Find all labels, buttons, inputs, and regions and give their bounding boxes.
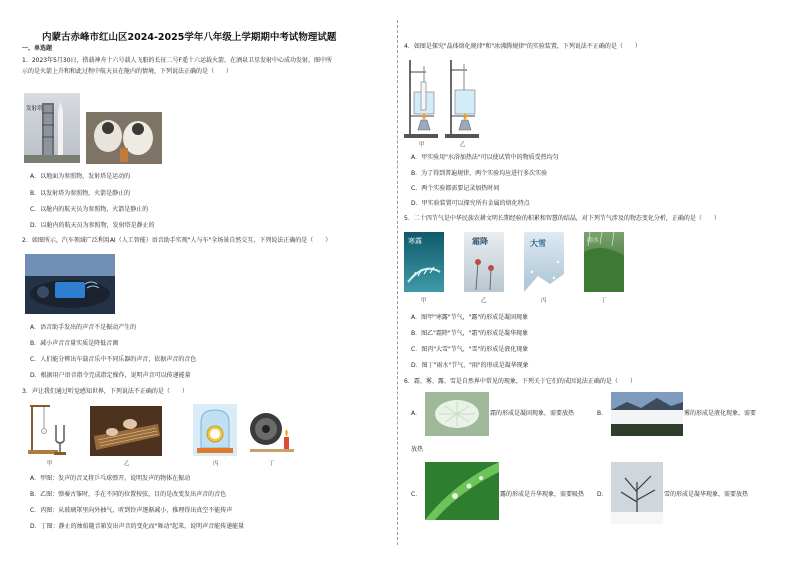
- q4-option-c: C．两个实验都需要记录加热时间: [411, 185, 500, 192]
- q5-option-d: D．图丁"雨水"节气，"雨"的形成是凝华现象: [411, 362, 529, 369]
- q3-stem: 3．声让我们通过听觉感知世界，下列说法不正确的是（ ）: [22, 388, 188, 395]
- q6-option-b-letter: B．: [597, 410, 608, 417]
- poster-daxue-text: 大雪: [530, 239, 546, 248]
- q6-option-d-letter: D．: [597, 491, 608, 498]
- q3-option-b: B．乙图：弹奏古筝时，手在不同的位置按弦，目的是改变发出声音的音色: [30, 491, 227, 498]
- dew-photo: [425, 462, 499, 520]
- frost-photo: [425, 392, 489, 436]
- q3-option-c: C．丙图：从玻璃罩里向外抽气，听到铃声逐渐减小，推理得出真空不能传声: [30, 507, 233, 514]
- q6-stem: 6．霜、雾、露、雪是自然界中常见的现象，下列关于它们的成因说法正确的是（ ）: [404, 378, 636, 385]
- column-divider: [397, 20, 398, 545]
- q6-option-a-text: 霜的形成是凝固现象，需要放热: [490, 410, 575, 417]
- q2-option-b: B．减小声音音量实质是降低音调: [30, 340, 119, 347]
- q2-stem: 2．如图所示，汽车领域广泛利用AI（人工智能）语音助手实现"人与车"全场景自然交互，下列说法正确的是（ ）: [22, 237, 332, 244]
- q6-option-b-text: 雾的形成是液化现象，需要: [684, 410, 757, 417]
- q5-stem: 5．二十四节气是中华民族农耕文明长期经验的积累和智慧的结晶，对下列节气涉及的物态变化分析，正确的是（ ）: [404, 215, 720, 222]
- q6-option-a-letter: A．: [411, 410, 422, 417]
- q5-label-bing: 丙: [541, 298, 547, 304]
- q4-label-yi: 乙: [460, 142, 466, 148]
- bell-jar-photo: [193, 404, 237, 456]
- q5-label-ding: 丁: [601, 298, 607, 304]
- q1-option-b: B．以发射塔为参照物，火箭是静止的: [30, 190, 131, 197]
- q1-stem-line1: 1．2023年5月30日，搭载神舟十六号载人飞船的长征二号F遥十六运载火箭，在酒泉卫星发射中心成功发射。图中所: [22, 57, 332, 64]
- section-heading: 一、单选题: [22, 45, 53, 52]
- boiling-apparatus-diagram: [445, 58, 481, 140]
- guzheng-photo: [90, 406, 162, 456]
- q6-option-c-letter: C．: [411, 491, 422, 498]
- q4-stem: 4．如图是探究"晶体熔化规律"和"冰沸腾规律"的实验装置，下列说法不正确的是（ ）: [404, 43, 641, 50]
- melting-apparatus-diagram: [404, 58, 440, 140]
- q5-label-yi: 乙: [481, 298, 487, 304]
- tuning-fork-diagram: [26, 401, 78, 456]
- rocket-launch-photo: [24, 93, 80, 163]
- q3-label-ding: 丁: [269, 461, 275, 467]
- q2-option-c: C．人们能分辨出车载音乐中不同乐器的声音，依据声音的音色: [30, 356, 197, 363]
- q4-option-d: D．甲实验装置可以探究所有金属的熔化特点: [411, 200, 530, 207]
- fog-photo: [611, 392, 683, 436]
- snow-photo: [611, 462, 663, 524]
- q6-option-d-text: 雪的形成是凝华现象，需要放热: [664, 491, 749, 498]
- poster-hanlu-text: 寒露: [408, 237, 422, 245]
- poster-yushui-text: 雨水: [587, 237, 600, 244]
- page-title: 内蒙古赤峰市红山区2024-2025学年八年级上学期期中考试物理试题: [42, 32, 337, 43]
- q3-option-a: A．甲图：发声的音叉将乒乓球弹开，说明发声的物体在振动: [30, 475, 191, 482]
- q1-stem-line2: 示的是火箭上升和和此过程中航天员在舱内的情境，下列说法正确的是（ ）: [22, 68, 233, 75]
- q6-option-b-wrap: 放热: [411, 446, 424, 453]
- q4-option-b: B．为了得到普遍规律，两个实验均应进行多次实验: [411, 170, 548, 177]
- car-voice-assistant-photo: [25, 254, 115, 314]
- q1-option-a: A．以地面为参照物，发射塔是运动的: [30, 173, 131, 180]
- poster-daxue: [524, 232, 564, 292]
- poster-hanlu: [404, 232, 444, 292]
- poster-shuangjiang-text: 霜降: [472, 237, 488, 246]
- q5-option-b: B．图乙"霜降"节气，"霜"的形成是凝华现象: [411, 330, 529, 337]
- q2-option-a: A．语音助手发出的声音不是振动产生的: [30, 324, 137, 331]
- q5-option-a: A．图甲"寒露"节气，"露"的形成是凝固现象: [411, 314, 529, 321]
- q3-label-yi: 乙: [124, 461, 130, 467]
- q3-label-bing: 丙: [213, 461, 219, 467]
- q1-option-d: D．以舱内的航天员为参照物，发射塔是静止的: [30, 222, 155, 229]
- q4-option-a: A．甲实验用"水浴加热法"可以使试管中的物质受热均匀: [411, 154, 559, 161]
- poster-yushui: [584, 232, 624, 292]
- q1-option-c: C．以舱内的航天员为参照物，火箭是静止的: [30, 206, 149, 213]
- q3-option-d: D．丁图：静止的烛焰随音箱发出声音的变化而"舞动"起来，说明声音能传递能量: [30, 523, 245, 530]
- astronauts-cabin-photo: [86, 112, 162, 164]
- launch-tower-caption: 发射塔: [26, 106, 43, 112]
- q6-option-c-text: 露的形成是升华现象，需要吸热: [500, 491, 585, 498]
- q4-label-jia: 甲: [419, 142, 425, 148]
- q5-label-jia: 甲: [421, 298, 427, 304]
- q5-option-c: C．图丙"大雪"节气，"雪"的形成是液化现象: [411, 346, 529, 353]
- speaker-candle-diagram: [248, 405, 296, 455]
- q2-option-d: D．根据用户语音指令完成指定操作，说明声音可以传递能量: [30, 372, 191, 379]
- q3-label-jia: 甲: [47, 461, 53, 467]
- poster-shuangjiang: [464, 232, 504, 292]
